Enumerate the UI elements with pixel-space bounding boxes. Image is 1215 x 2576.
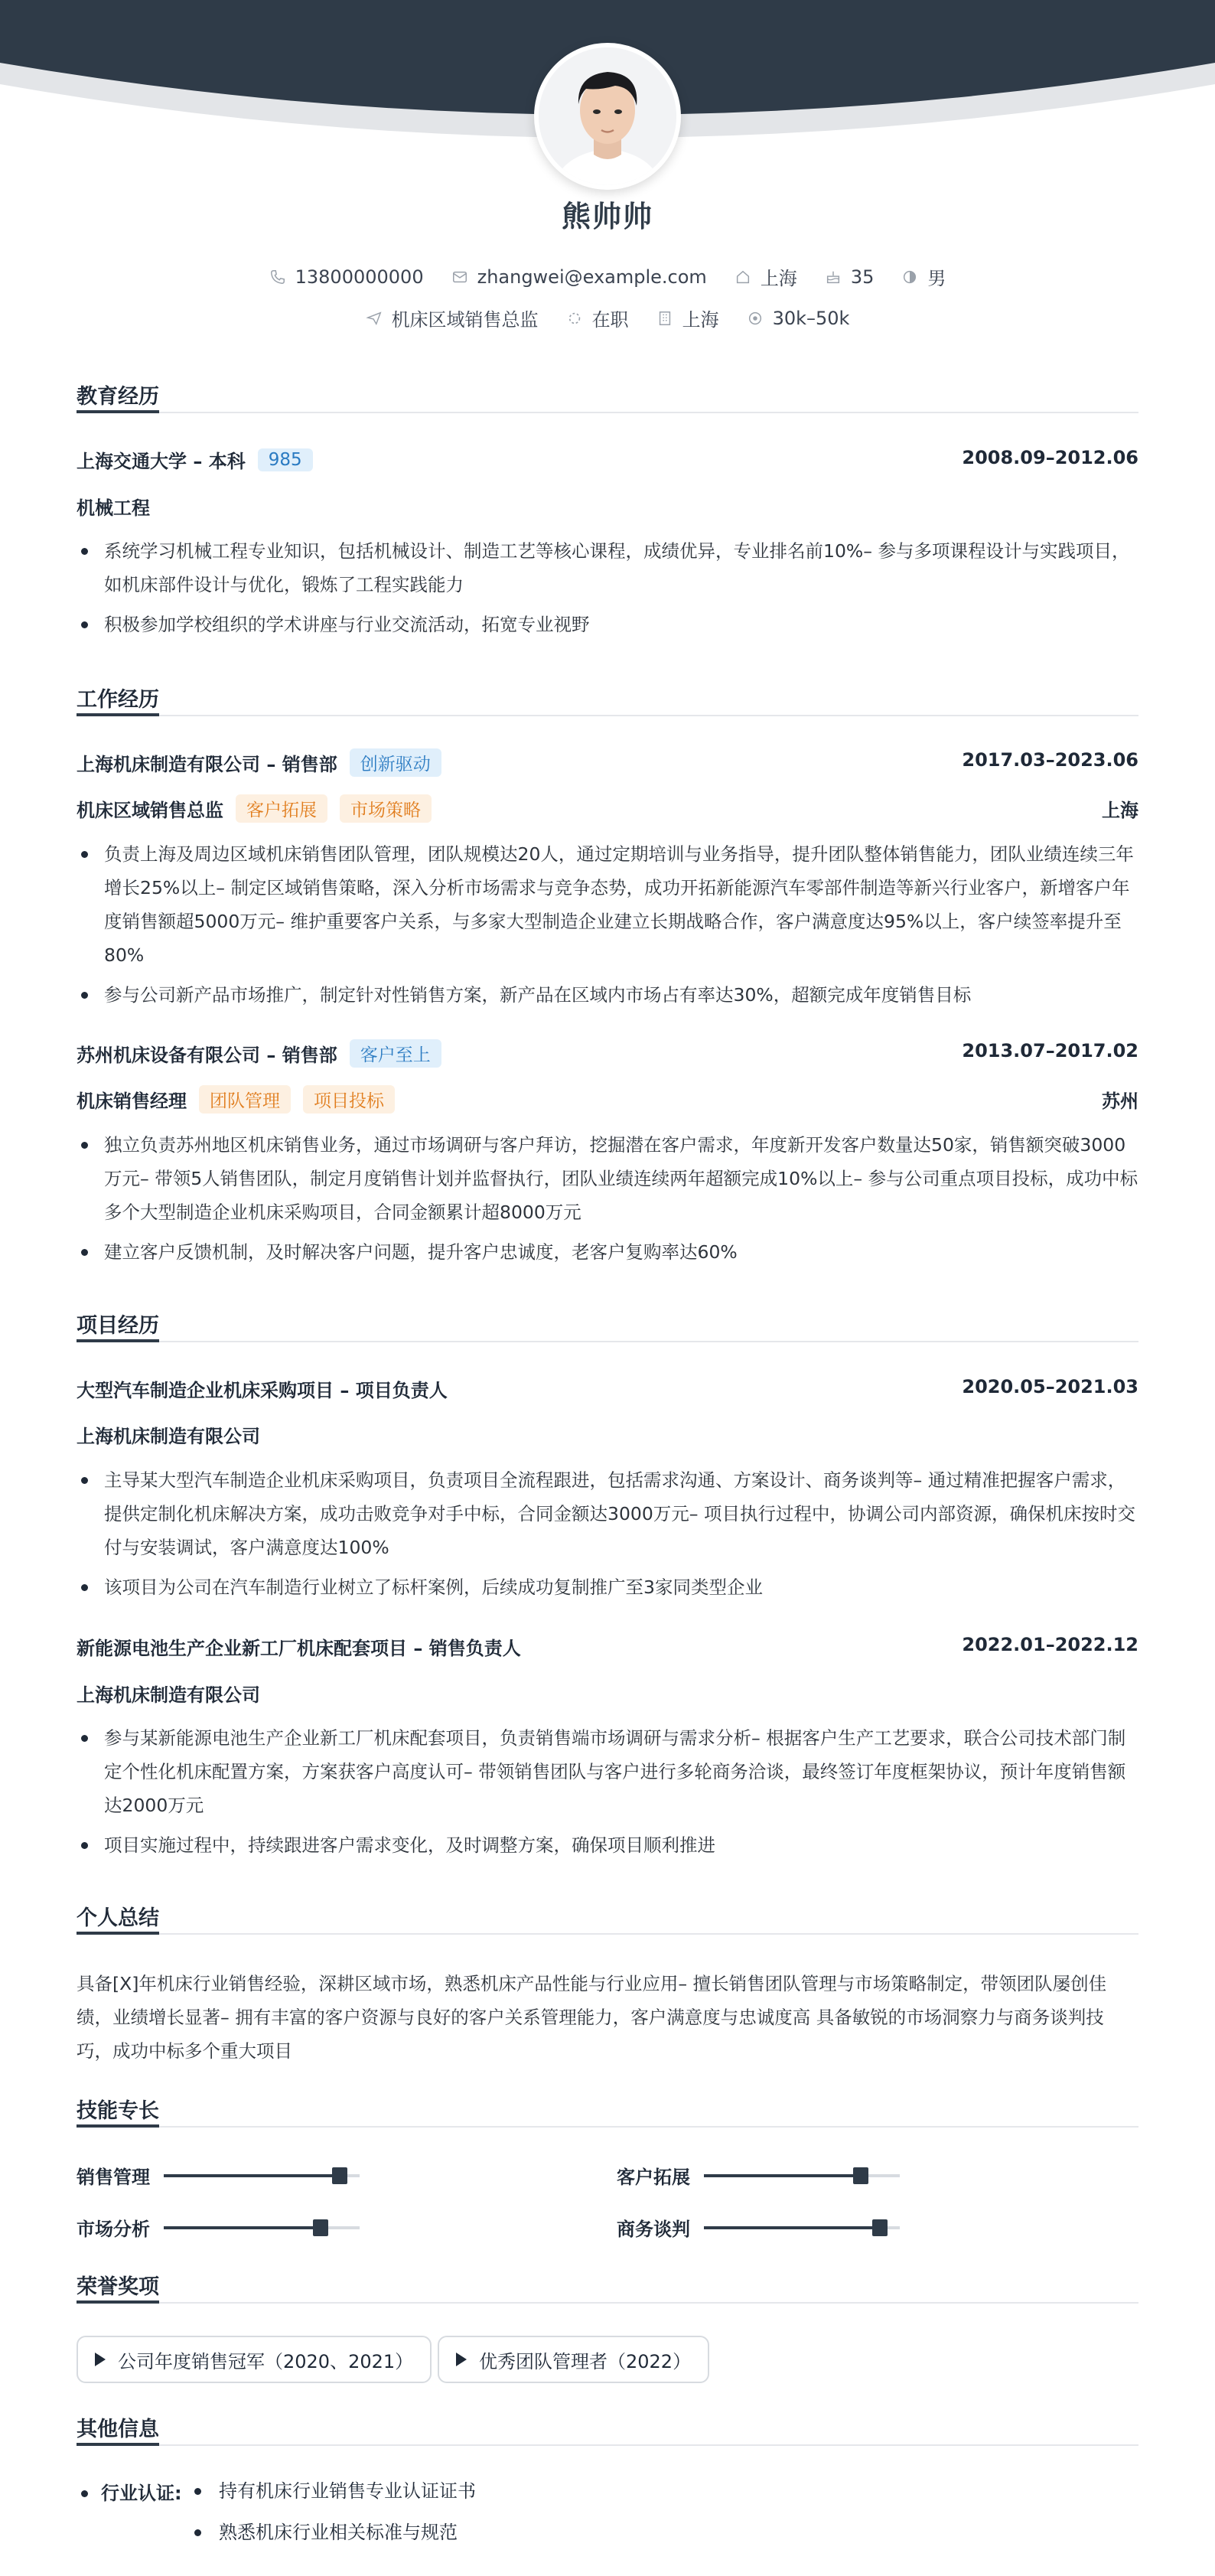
- other-section-title: 其他信息: [77, 2412, 1138, 2446]
- skill-label: 客户拓展: [617, 2167, 690, 2188]
- role-tag: 客户拓展: [236, 794, 327, 823]
- list-item: 系统学习机械工程专业知识，包括机械设计、制造工艺等核心课程，成绩优异，专业排名前10%– 参与多项课程设计与实践项目，如机床部件设计与优化，锻炼了工程实践能力: [77, 534, 1138, 602]
- education-bullets: [77, 534, 1138, 641]
- school-tag: 985: [258, 448, 313, 471]
- skill-bar: [164, 2226, 360, 2229]
- contact-info-row: [0, 263, 1215, 290]
- work-section-title: 工作经历: [77, 683, 1138, 716]
- project-date: 2022.01–2022.12: [962, 1634, 1138, 1655]
- skill-fill: [164, 2174, 340, 2177]
- phone-text: 13800000000: [295, 266, 424, 288]
- job-company: [77, 1039, 441, 1068]
- job-location: 苏州: [1102, 1091, 1138, 1112]
- skill-fill: [164, 2226, 321, 2229]
- target-position-info: [366, 305, 539, 331]
- skill-knob: [853, 2167, 868, 2184]
- skill-fill: [704, 2174, 861, 2177]
- job-intent-row: [0, 305, 1215, 331]
- home-icon: [735, 269, 751, 285]
- award-text: 优秀团队管理者（2022）: [479, 2350, 692, 2372]
- project-company: 上海机床制造有限公司: [77, 1684, 260, 1706]
- education-date: 2008.09–2012.06: [962, 447, 1138, 468]
- email-text: zhangwei@example.com: [477, 266, 707, 288]
- avatar: [534, 43, 681, 190]
- skill-bar: [704, 2174, 900, 2177]
- list-item: 独立负责苏州地区机床销售业务，通过市场调研与客户拜访，挖掘潜在客户需求，年度新开发客户数量达50家，销售额突破3000万元– 带领5人销售团队，制定月度销售计划并监督执行，团队业绩连续两年超额完成10%以上– 参与公司重点项目投标，成功中标多个大型制造企业机床采购项目，合同金额累计超8000万元: [77, 1128, 1138, 1229]
- job-role: [77, 794, 432, 823]
- award-text: 公司年度销售冠军（2020、2021）: [118, 2350, 414, 2372]
- skill-knob: [872, 2219, 888, 2236]
- gender-icon: [901, 269, 918, 285]
- list-item: 持有机床行业销售专业认证证书: [191, 2478, 574, 2519]
- skill-bar: [164, 2174, 360, 2177]
- list-item: 建立客户反馈机制，及时解决客户问题，提升客户忠诚度，老客户复购率达60%: [77, 1235, 1138, 1269]
- salary-info: [747, 308, 850, 329]
- job-bullets: [77, 1128, 1138, 1269]
- award-badge: [77, 2336, 432, 2383]
- education-section-title: 教育经历: [77, 380, 1138, 413]
- other-label: 行业认证:: [101, 2483, 182, 2504]
- skill-label: 商务谈判: [617, 2219, 690, 2240]
- candidate-name: 熊帅帅: [561, 200, 653, 233]
- education-school: [77, 446, 313, 473]
- mail-icon: [451, 269, 468, 285]
- list-item: 熟悉机床行业相关标准与规范: [191, 2519, 574, 2561]
- skill-knob: [332, 2167, 347, 2184]
- job-date: 2013.07–2017.02: [962, 1040, 1138, 1061]
- gender-text: 男: [927, 268, 946, 289]
- skills-section-title: 技能专长: [77, 2094, 1138, 2128]
- project-name: 大型汽车制造企业机床采购项目 – 项目负责人: [77, 1380, 448, 1401]
- skill-label: 市场分析: [77, 2219, 150, 2240]
- project-date: 2020.05–2021.03: [962, 1376, 1138, 1397]
- company-name: 上海机床制造有限公司 – 销售部: [77, 754, 337, 775]
- age-text: 35: [850, 266, 875, 288]
- project-bullets: [77, 1721, 1138, 1862]
- target-city-text: 上海: [682, 309, 719, 331]
- skill-knob: [313, 2219, 328, 2236]
- target-position-text: 机床区域销售总监: [391, 309, 539, 331]
- role-tag: 项目投标: [303, 1085, 395, 1114]
- target-city-info: [656, 305, 719, 331]
- email-info: [451, 266, 707, 288]
- role-name: 机床销售经理: [77, 1091, 187, 1112]
- project-bullets: [77, 1463, 1138, 1604]
- summary-text: 具备[X]年机床行业销售经验，深耕区域市场，熟悉机床产品性能与行业应用– 擅长销售团队管理与市场策略制定，带领团队屡创佳绩，业绩增长显著– 拥有丰富的客户资源与良好的客户关系管理能力，客户满意度与忠诚度高 具备敏锐的市场洞察力与商务谈判技巧，成功中标多个重大项目: [77, 1973, 1107, 2062]
- loading-icon: [566, 310, 583, 327]
- school-name: 上海交通大学 – 本科: [77, 451, 246, 472]
- summary-section-title: 个人总结: [77, 1901, 1138, 1935]
- phone-info: [269, 266, 424, 288]
- salary-text: 30k–50k: [772, 307, 850, 329]
- skill-bar: [704, 2226, 900, 2229]
- coin-icon: [747, 310, 764, 327]
- gender-info: [901, 263, 946, 290]
- city-text: 上海: [760, 268, 797, 289]
- job-bullets: [77, 837, 1138, 1012]
- phone-icon: [269, 269, 286, 285]
- honors-section-title: 荣誉奖项: [77, 2270, 1138, 2304]
- role-tag: 团队管理: [199, 1085, 291, 1114]
- education-major: 机械工程: [77, 497, 150, 519]
- list-item: 该项目为公司在汽车制造行业树立了标杆案例，后续成功复制推广至3家同类型企业: [77, 1570, 1138, 1604]
- skill-fill: [704, 2226, 880, 2229]
- company-name: 苏州机床设备有限公司 – 销售部: [77, 1045, 337, 1066]
- role-tag: 市场策略: [340, 794, 432, 823]
- job-role: [77, 1085, 395, 1114]
- status-info: [566, 305, 629, 331]
- list-item: 项目实施过程中，持续跟进客户需求变化，及时调整方案，确保项目顺利推进: [77, 1828, 1138, 1862]
- building-icon: [656, 310, 673, 327]
- project-name: 新能源电池生产企业新工厂机床配套项目 – 销售负责人: [77, 1638, 521, 1659]
- job-date: 2017.03–2023.06: [962, 749, 1138, 771]
- age-info: [825, 266, 875, 288]
- job-location: 上海: [1102, 800, 1138, 821]
- status-text: 在职: [591, 309, 629, 331]
- list-item: 参与公司新产品市场推广，制定针对性销售方案，新产品在区域内市场占有率达30%，超额完成年度销售目标: [77, 978, 1138, 1012]
- list-item: 参与某新能源电池生产企业新工厂机床配套项目，负责销售端市场调研与需求分析– 根据客户生产工艺要求，联合公司技术部门制定个性化机床配置方案，方案获客户高度认可– 带领销售团队与客户进行多轮商务洽谈，最终签订年度框架协议，预计年度销售额达2000万元: [77, 1721, 1138, 1822]
- list-item: 负责上海及周边区域机床销售团队管理，团队规模达20人，通过定期培训与业务指导，提升团队整体销售能力，团队业绩连续三年增长25%以上– 制定区域销售策略，深入分析市场需求与竞争态势，成功开拓新能源汽车零部件制造等新兴行业客户，新增客户年度销售额超5000万元– 维护重要客户关系，与多家大型制造企业建立长期战略合作，客户满意度达95%以上，客户续签率提升至80%: [77, 837, 1138, 972]
- job-company: [77, 748, 441, 777]
- company-tag: 创新驱动: [350, 748, 441, 777]
- list-item: 积极参加学校组织的学术讲座与行业交流活动，拓宽专业视野: [77, 608, 1138, 641]
- cake-icon: [825, 269, 842, 285]
- project-company: 上海机床制造有限公司: [77, 1426, 260, 1447]
- play-icon: [456, 2353, 467, 2366]
- projects-section-title: 项目经历: [77, 1309, 1138, 1342]
- role-name: 机床区域销售总监: [77, 800, 223, 821]
- company-tag: 客户至上: [350, 1039, 441, 1068]
- play-icon: [95, 2353, 106, 2366]
- list-item: 主导某大型汽车制造企业机床采购项目，负责项目全流程跟进，包括需求沟通、方案设计、商务谈判等– 通过精准把握客户需求，提供定制化机床解决方案，成功击败竞争对手中标，合同金额达3000万元– 项目执行过程中，协调公司内部资源，确保机床按时交付与安装调试，客户满意度达100%: [77, 1463, 1138, 1564]
- bullet-dot: [81, 2490, 88, 2497]
- other-list: [191, 2478, 574, 2561]
- skill-label: 销售管理: [77, 2167, 150, 2188]
- city-info: [735, 263, 797, 290]
- send-icon: [366, 310, 383, 327]
- award-badge: [438, 2336, 709, 2383]
